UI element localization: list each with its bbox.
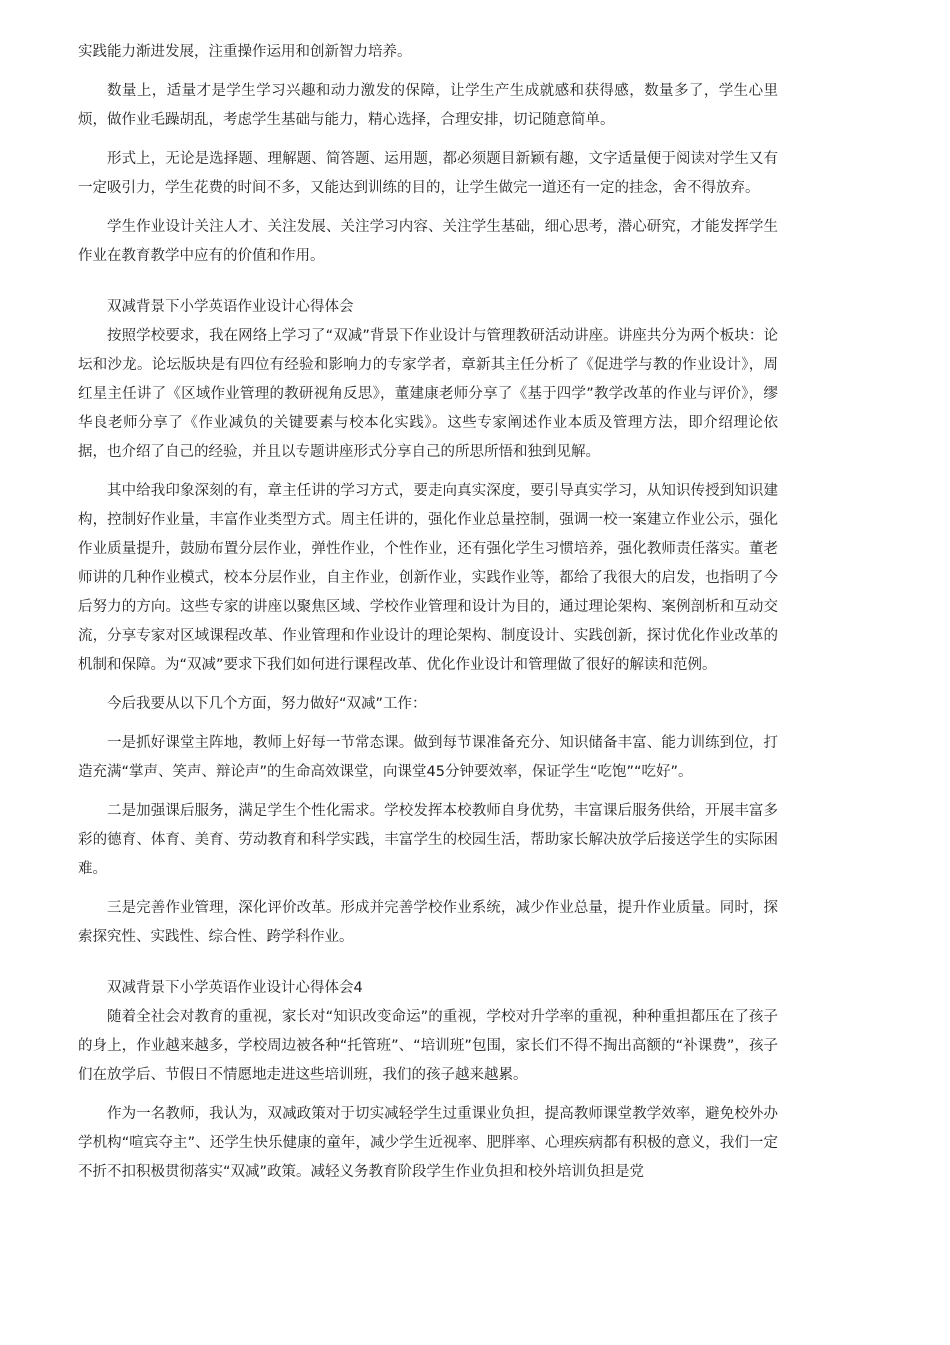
paragraph: 作为一名教师，我认为，双减政策对于切实减轻学生过重课业负担，提高教师课堂教学效率，避免校外办学机构“喧宾夺主”、还学生快乐健康的童年，减少学生近视率、肥胖率、心理疾病都有积极的意义，我们一定不折不扣积极贯彻落实“双减”政策。减轻义务教育阶段学生作业负担和校外培训负担是党: [78, 1106, 778, 1180]
section-title: 双减背景下小学英语作业设计心得体会4: [107, 980, 363, 996]
paragraph: 一是抓好课堂主阵地，教师上好每一节常态课。做到每节课准备充分、知识储备丰富、能力训练到位，打造充满“掌声、笑声、辩论声”的生命高效课堂，向课堂45分钟要效率，保证学生“吃饱”“吃好”。: [78, 735, 778, 780]
paragraph: 实践能力渐进发展，注重操作运用和创新智力培养。: [78, 44, 412, 60]
paragraph: 按照学校要求，我在网络上学习了“双减”背景下作业设计与管理教研活动讲座。讲座共分为两个板块：论坛和沙龙。论坛版块是有四位有经验和影响力的专家学者，章新其主任分析了《促进学与教的作业设计》，周红星主任讲了《区域作业管理的教研视角反思》，董建康老师分享了《基于四学”教学改革的作业与评价》，缪华良老师分享了《作业减负的关键要素与校本化实践》。这些专家阐述作业本质及管理方法，即介绍理论依据，也介绍了自己的经验，并且以专题讲座形式分享自己的所思所悟和独到见解。: [78, 328, 778, 460]
document-page: [78, 38, 778, 1197]
section-title: 双减背景下小学英语作业设计心得体会: [107, 299, 354, 315]
paragraph: 其中给我印象深刻的有，章主任讲的学习方式，要走向真实深度，要引导真实学习，从知识传授到知识建构，控制好作业量，丰富作业类型方式。周主任讲的，强化作业总量控制，强调一校一案建立作业公示，强化作业质量提升，鼓励布置分层作业，弹性作业，个性作业，还有强化学生习惯培养，强化教师责任落实。董老师讲的几种作业模式，校本分层作业，自主作业，创新作业，实践作业等，都给了我很大的启发，也指明了今后努力的方向。这些专家的讲座以聚焦区域、学校作业管理和设计为目的，通过理论架构、案例剖析和互动交流，分享专家对区域课程改革、作业管理和作业设计的理论架构、制度设计、实践创新，探讨优化作业改革的机制和保障。为“双减”要求下我们如何进行课程改革、优化作业设计和管理做了很好的解读和范例。: [78, 483, 778, 673]
paragraph: 三是完善作业管理，深化评价改革。形成并完善学校作业系统，减少作业总量，提升作业质量。同时，探索探究性、实践性、综合性、跨学科作业。: [78, 900, 778, 945]
paragraph: 今后我要从以下几个方面，努力做好“双减”工作：: [107, 696, 427, 712]
paragraph: 随着全社会对教育的重视，家长对“知识改变命运”的重视，学校对升学率的重视，种种重担都压在了孩子的身上，作业越来越多，学校周边被各种“托管班”、“培训班”包围，家长们不得不掏出高额的“补课费”，孩子们在放学后、节假日不情愿地走进这些培训班，我们的孩子越来越累。: [78, 1009, 778, 1083]
paragraph: 二是加强课后服务，满足学生个性化需求。学校发挥本校教师自身优势，丰富课后服务供给，开展丰富多彩的德育、体育、美育、劳动教育和科学实践，丰富学生的校园生活，帮助家长解决放学后接送学生的实际困难。: [78, 803, 778, 877]
paragraph: 学生作业设计关注人才、关注发展、关注学习内容、关注学生基础，细心思考，潜心研究，才能发挥学生作业在教育教学中应有的价值和作用。: [78, 219, 778, 264]
paragraph: 形式上，无论是选择题、理解题、简答题、运用题，都必须题目新颖有趣，文字适量便于阅读对学生又有一定吸引力，学生花费的时间不多，又能达到训练的目的，让学生做完一道还有一定的挂念，舍不得放弃。: [78, 151, 778, 196]
paragraph: 数量上，适量才是学生学习兴趣和动力激发的保障，让学生产生成就感和获得感，数量多了，学生心里烦，做作业毛躁胡乱，考虑学生基础与能力，精心选择，合理安排，切记随意简单。: [78, 83, 778, 128]
